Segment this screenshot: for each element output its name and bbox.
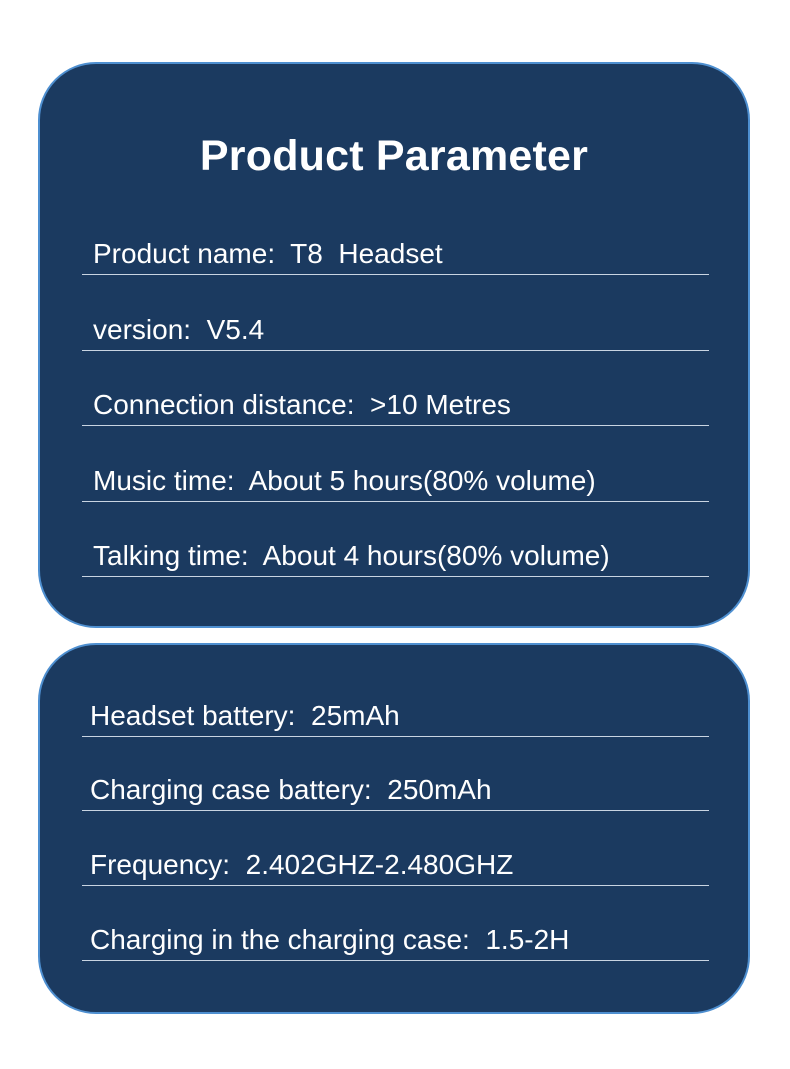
param-row-talking-time <box>82 536 709 577</box>
param-text: Charging in the charging case: 1.5-2H <box>90 924 570 955</box>
param-text: Connection distance: >10 Metres <box>93 389 511 420</box>
card-title: Product Parameter <box>199 132 589 180</box>
param-row-product-name <box>82 234 709 275</box>
param-text: Product name: T8 Headset <box>93 238 443 269</box>
param-row-headset-battery <box>82 696 709 737</box>
param-row-version <box>82 310 709 351</box>
param-row-charging-case-battery <box>82 770 709 811</box>
param-row-music-time <box>82 461 709 502</box>
battery-parameter-card <box>38 643 750 1014</box>
param-row-connection-distance <box>82 385 709 426</box>
param-text: Talking time: About 4 hours(80% volume) <box>93 540 610 571</box>
param-text: Music time: About 5 hours(80% volume) <box>93 465 596 496</box>
product-parameter-card <box>38 62 750 628</box>
param-text: version: V5.4 <box>93 314 265 345</box>
param-text: Frequency: 2.402GHZ-2.480GHZ <box>90 849 514 880</box>
param-row-charging-time <box>82 920 709 961</box>
param-row-frequency <box>82 845 709 886</box>
param-text: Charging case battery: 250mAh <box>90 774 492 805</box>
param-text: Headset battery: 25mAh <box>90 700 400 731</box>
